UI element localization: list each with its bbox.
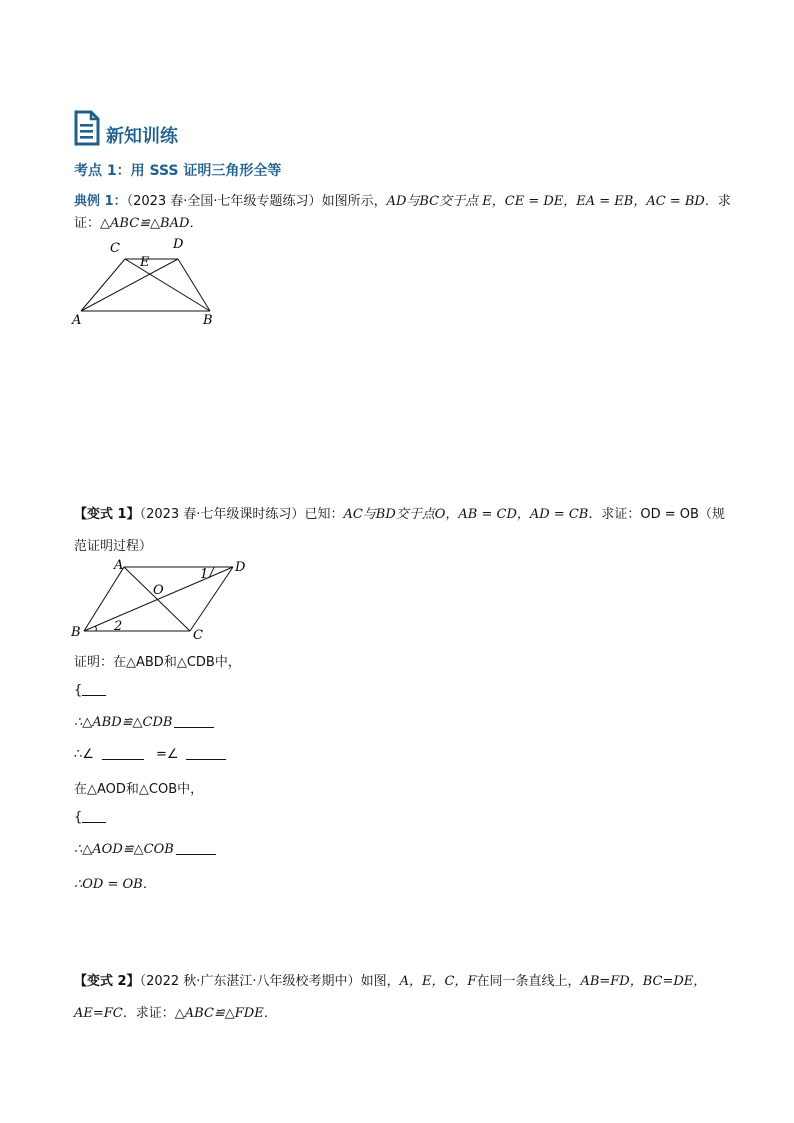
label-e: E: [140, 255, 150, 270]
blank-angle-1[interactable]: [102, 746, 144, 760]
segment-bd: [84, 567, 233, 631]
figure-variant1: [68, 556, 258, 646]
example1-text: 如图所示，: [321, 194, 387, 209]
label-o: O: [153, 583, 164, 598]
figure-example1: [70, 236, 230, 332]
variant2-condition: AB=FD，BC=DE，: [580, 974, 707, 989]
segment-ac: [124, 567, 190, 631]
variant2-line2: [74, 1002, 277, 1021]
label-a: A: [114, 558, 124, 573]
example1-tag: 典例 1：: [74, 194, 127, 209]
blank-conditions-2[interactable]: [82, 809, 106, 823]
label-b: B: [71, 625, 81, 640]
label-c: C: [110, 241, 120, 256]
kaodian-heading: 考点 1：用 SSS 证明三角形全等: [74, 163, 282, 179]
blank-conditions-1[interactable]: [82, 682, 106, 696]
variant1-line2: 范证明过程）: [74, 539, 153, 554]
label-1: 1: [200, 567, 209, 582]
variant1-end: 求证：OD = OB（规: [601, 507, 725, 522]
angle-2-arc: [95, 626, 96, 631]
label-d: D: [235, 560, 246, 575]
label-b: B: [203, 313, 213, 328]
example1-line2-text: 证：: [74, 216, 101, 231]
variant2-text: 如图，: [360, 974, 400, 989]
example1-claim: △ABC≌△BAD．: [100, 216, 203, 231]
segment-ac: [81, 259, 125, 311]
variant1-tag: 【变式 1】: [74, 507, 140, 522]
example1-line2: [74, 212, 202, 231]
proof-intro: 证明：在△ABD和△CDB中，: [74, 655, 241, 670]
example1-condition: AD与BC交于点 E，CE = DE，EA = EB，AC = BD．: [386, 194, 718, 209]
section-title: 新知训练: [106, 126, 178, 147]
proof-angle-line: [74, 746, 226, 762]
proof-intro-2: 在△AOD和△COB中，: [74, 782, 204, 797]
proof-brace-2: [74, 809, 106, 825]
label-d: D: [173, 237, 184, 252]
conclusion-2-text: ∴△AOD≌△COB: [74, 842, 174, 857]
segment-ad: [81, 259, 178, 311]
proof-conclusion-2: [74, 841, 216, 857]
example1-line1: [74, 190, 731, 209]
conclusion-1-text: ∴△ABD≌△CDB: [74, 715, 173, 730]
label-2: 2: [114, 619, 123, 634]
brace-symbol: {: [74, 810, 83, 825]
variant2-prove: 求证：: [135, 1006, 175, 1021]
segment-db: [178, 259, 210, 311]
angle-therefore: ∴∠: [74, 747, 94, 762]
variant2-points: A，E，C，F: [399, 974, 477, 989]
variant2-mid: 在同一条直线上，: [476, 974, 581, 989]
variant2-claim: △ABC≌△FDE．: [174, 1006, 277, 1021]
blank-reason-2[interactable]: [176, 841, 216, 855]
variant1-line1: [74, 503, 725, 522]
variant2-condition-2: AE=FC．: [74, 1006, 136, 1021]
variant2-tag: 【变式 2】: [74, 974, 140, 989]
brace-symbol: {: [74, 683, 83, 698]
proof-final: ∴OD = OB．: [74, 877, 156, 892]
variant1-text: 已知：: [304, 507, 344, 522]
document-icon: [74, 110, 100, 146]
variant2-source: （2022 秋·广东湛江·八年级校考期中）: [139, 974, 361, 989]
example1-source: （2023 春·全国·七年级专题练习）: [126, 194, 322, 209]
proof-brace-1: [74, 682, 106, 698]
variant1-source: （2023 春·七年级课时练习）: [139, 507, 305, 522]
blank-angle-2[interactable]: [186, 746, 226, 760]
example1-end: 求: [717, 194, 731, 209]
angle-equals: =∠: [155, 747, 179, 762]
label-a: A: [72, 313, 82, 328]
segment-bc: [125, 259, 210, 311]
proof-conclusion-1: [74, 714, 214, 730]
variant1-condition: AC与BD交于点O，AB = CD，AD = CB．: [343, 507, 602, 522]
blank-reason-1[interactable]: [174, 714, 214, 728]
variant2-line1: [74, 970, 706, 989]
label-c: C: [193, 628, 203, 643]
